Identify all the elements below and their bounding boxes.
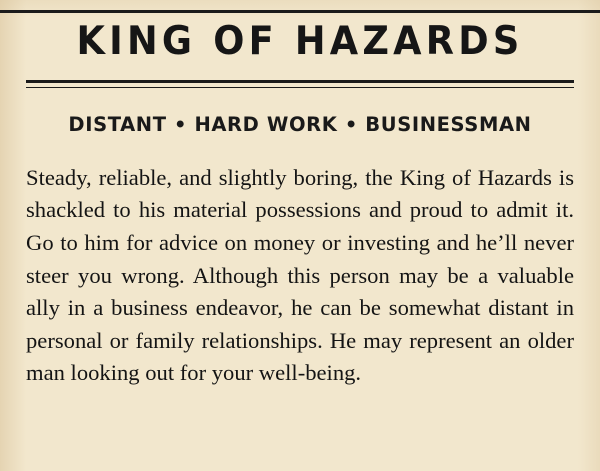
card-keywords: DISTANT • HARD WORK • BUSINESSMAN [68, 112, 532, 136]
card-description: Steady, reliable, and slightly boring, the King of Hazards is shackled to his material possessions and proud to admit it. Go to him for advice on money or investing and he’ll never steer you wrong. Although this person may be a valuable ally in a business endeavor, he can be somewhat distant in personal or family relationships. He may represent an older man looking out for your well-being. [26, 164, 574, 386]
title-divider [26, 80, 574, 88]
card-title: KING OF HAZARDS [76, 19, 524, 64]
